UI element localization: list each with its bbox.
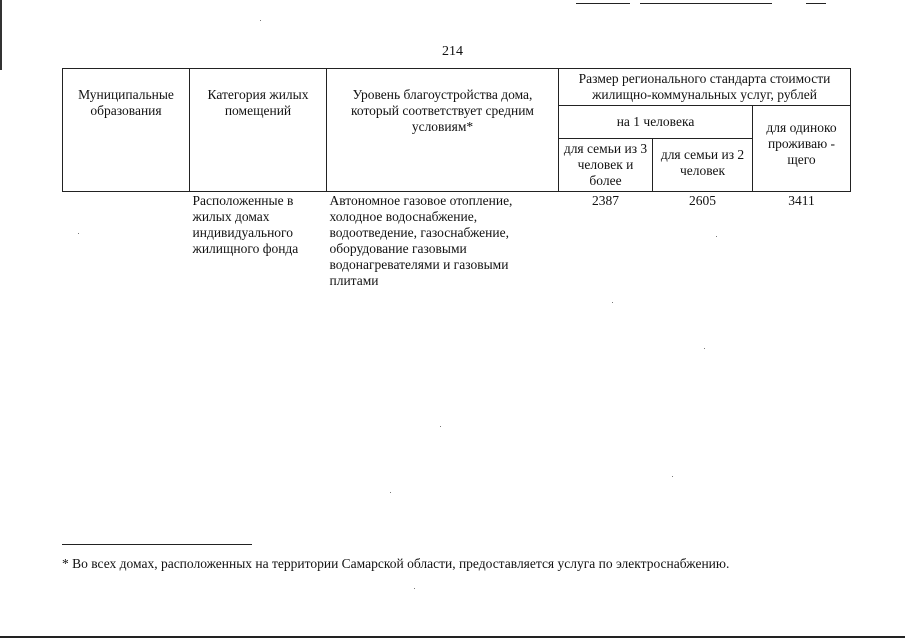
scan-speck bbox=[672, 476, 673, 477]
scan-speck bbox=[704, 348, 705, 349]
scan-speck bbox=[390, 492, 391, 493]
scan-speck bbox=[414, 588, 415, 589]
footnote: * Во всех домах, расположенных на территории Самарской области, предоставляется услуга по электроснабжению. bbox=[62, 556, 730, 571]
row-family2: 2605 bbox=[689, 193, 716, 208]
scan-speck bbox=[260, 20, 261, 21]
top-rule-3 bbox=[806, 3, 826, 4]
header-standard: Размер регионального стандарта стоимости жилищно-коммунальных услуг, рублей bbox=[559, 69, 851, 106]
header-level: Уровень благоустройства дома, который соответствует средним условиям* bbox=[327, 69, 559, 192]
page-number: 214 bbox=[442, 44, 463, 59]
scan-bottom-edge bbox=[0, 636, 905, 638]
row-category: Расположенные в жилых домах индивидуального жилищного фонда bbox=[192, 193, 299, 256]
top-rule-2 bbox=[640, 3, 772, 4]
row-family3: 2387 bbox=[592, 193, 619, 208]
scan-speck bbox=[440, 426, 441, 427]
top-rule-1 bbox=[576, 3, 630, 4]
footnote-rule bbox=[62, 544, 252, 545]
header-municipal: Муниципальные образования bbox=[63, 69, 190, 192]
scan-speck bbox=[716, 236, 717, 237]
header-per-person: на 1 человека bbox=[559, 106, 753, 139]
scan-speck bbox=[78, 233, 79, 234]
header-category: Категория жилых помещений bbox=[190, 69, 327, 192]
row-level: Автономное газовое отопление, холодное водоснабжение, водоотведение, газоснабжение, оборудование газовыми водонагревателями и газовыми плитами bbox=[329, 193, 513, 288]
header-single: для одиноко проживаю - щего bbox=[753, 106, 851, 192]
row-municipal bbox=[63, 192, 190, 291]
header-family3: для семьи из 3 человек и более bbox=[559, 139, 653, 192]
row-single: 3411 bbox=[788, 193, 815, 208]
header-row-1 bbox=[63, 69, 851, 106]
standard-cost-table bbox=[62, 68, 851, 290]
scan-speck bbox=[612, 302, 613, 303]
header-family2: для семьи из 2 человек bbox=[653, 139, 753, 192]
table-row bbox=[63, 192, 851, 291]
